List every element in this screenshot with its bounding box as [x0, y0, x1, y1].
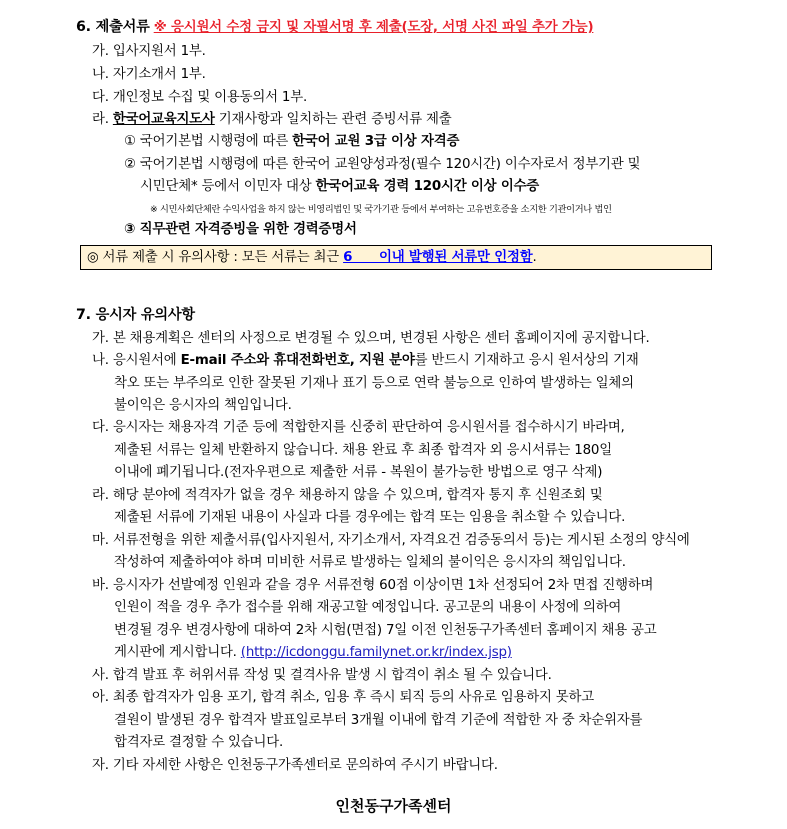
list-item-ba-line2: 인원이 적을 경우 추가 접수를 위해 재공고할 예정입니다. 공고문의 내용이 사정에 의하여 — [114, 600, 622, 615]
list-item-ba-line3: 변경될 경우 변경사항에 대하여 2차 시험(면접) 7일 이전 인천동구가족센터 홈페이지 채용 공고 — [114, 623, 657, 638]
notice-text — [87, 248, 537, 267]
list-item-ra — [92, 110, 452, 129]
list-item-ga: 가. 본 채용계획은 센터의 사정으로 변경될 수 있으며, 변경된 사항은 센터 홈페이지에 공지합니다. — [92, 331, 650, 346]
sub-item-2-footnote: ※ 시민사회단체란 수익사업을 하지 않는 비영리법인 및 국가기관 등에서 부여하는 고유번호증을 소지한 기관이거나 법인 — [150, 204, 612, 215]
sub-item-3: ③ 직무관련 자격증빙을 위한 경력증명서 — [124, 222, 357, 237]
sub-item-2-line1: ② 국어기본법 시행령에 따른 한국어 교원양성과정(필수 120시간) 이수자로서 정부기관 및 — [124, 157, 641, 172]
list-item-na-line3: 불이익은 응시자의 책임입니다. — [114, 398, 292, 413]
notice-box — [80, 245, 712, 270]
na-prefix: 나. 응시원서에 — [92, 353, 181, 368]
na-rest: 를 반드시 기재하고 응시 원서상의 기재 — [414, 353, 639, 368]
sub2-bold: 한국어교육 경력 120시간 이상 이수증 — [315, 179, 540, 194]
list-item-ra-line2: 제출된 서류에 기재된 내용이 사실과 다를 경우에는 합격 또는 임용을 취소할 수 있습니다. — [114, 510, 626, 525]
footer-organization: 인천동구가족센터 — [335, 797, 452, 815]
sub1-prefix: ① 국어기본법 시행령에 따른 — [124, 134, 293, 149]
list-item-na: 나. 자기소개서 1부. — [92, 67, 206, 82]
notice-prefix: ◎ 서류 제출 시 유의사항 : 모든 서류는 최근 — [87, 250, 344, 265]
item-ra-bold: 한국어교육지도사 — [112, 112, 215, 127]
list-item-a: 아. 최종 합격자가 임용 포기, 합격 취소, 임용 후 즉시 퇴직 등의 사유로 임용하지 못하고 — [92, 690, 594, 705]
section-6-heading — [76, 18, 593, 37]
list-item-na-line2: 착오 또는 부주의로 인한 잘못된 기재나 표기 등으로 연락 불능으로 인하여 발생하는 일체의 — [114, 376, 634, 391]
list-item-ba: 바. 응시자가 선발예정 인원과 같을 경우 서류전형 60점 이상이면 1차 선정되어 2차 면접 진행하며 — [92, 578, 654, 593]
na-bold: E-mail 주소와 휴대전화번호, 지원 분야 — [180, 353, 415, 368]
sub-item-2-line2 — [140, 177, 539, 196]
list-item-na — [92, 351, 639, 370]
list-item-ba-line4 — [114, 643, 512, 662]
list-item-ja: 자. 기타 자세한 사항은 인천동구가족센터로 문의하여 주시기 바랍니다. — [92, 758, 498, 773]
list-item-ga: 가. 입사지원서 1부. — [92, 44, 206, 59]
sub2-prefix: 시민단체* 등에서 이민자 대상 — [140, 179, 316, 194]
section-6-title: 6. 제출서류 — [76, 19, 150, 35]
sub-item-1 — [124, 132, 459, 151]
list-item-da-line3: 이내에 폐기됩니다.(전자우편으로 제출한 서류 - 복원이 불가능한 방법으로 영구 삭제) — [114, 465, 603, 480]
list-item-ma-line2: 작성하여 제출하여야 하며 미비한 서류로 발생하는 일체의 불이익은 응시자의 책임입니다. — [114, 555, 626, 570]
notice-end: . — [532, 250, 537, 265]
sub1-bold: 한국어 교원 3급 이상 자격증 — [292, 134, 460, 149]
item-ra-rest: 기재사항과 일치하는 관련 증빙서류 제출 — [214, 112, 452, 127]
section-7-title: 7. 응시자 유의사항 — [76, 307, 195, 323]
list-item-da: 다. 응시자는 채용자격 기준 등에 적합한지를 신중히 판단하여 응시원서를 접수하시기 바라며, — [92, 420, 625, 435]
homepage-link[interactable]: (http://icdonggu.familynet.or.kr/index.jsp) — [240, 645, 512, 660]
list-item-sa: 사. 합격 발표 후 허위서류 작성 및 결격사유 발생 시 합격이 취소 될 수 있습니다. — [92, 668, 552, 683]
list-item-a-line2: 결원이 발생된 경우 합격자 발표일로부터 3개월 이내에 합격 기준에 적합한 자 중 차순위자를 — [114, 713, 643, 728]
list-item-da: 다. 개인정보 수집 및 이용동의서 1부. — [92, 90, 308, 105]
ba-prefix: 게시판에 게시합니다. — [114, 645, 241, 660]
item-ra-prefix: 라. — [92, 112, 113, 127]
list-item-da-line2: 제출된 서류는 일체 반환하지 않습니다. 채용 완료 후 최종 합격자 외 응시서류는 180일 — [114, 443, 612, 458]
list-item-a-line3: 합격자로 결정할 수 있습니다. — [114, 735, 284, 750]
notice-highlight: 6 이내 발행된 서류만 인정함 — [343, 250, 533, 265]
section-6-note: ※ 응시원서 수정 금지 및 자필서명 후 제출(도장, 서명 사진 파일 추가 가능) — [153, 20, 594, 35]
list-item-ra: 라. 해당 분야에 적격자가 없을 경우 채용하지 않을 수 있으며, 합격자 통지 후 신원조회 및 — [92, 488, 603, 503]
list-item-ma: 마. 서류전형을 위한 제출서류(입사지원서, 자기소개서, 자격요건 검증동의서 등)는 게시된 소정의 양식에 — [92, 533, 690, 548]
